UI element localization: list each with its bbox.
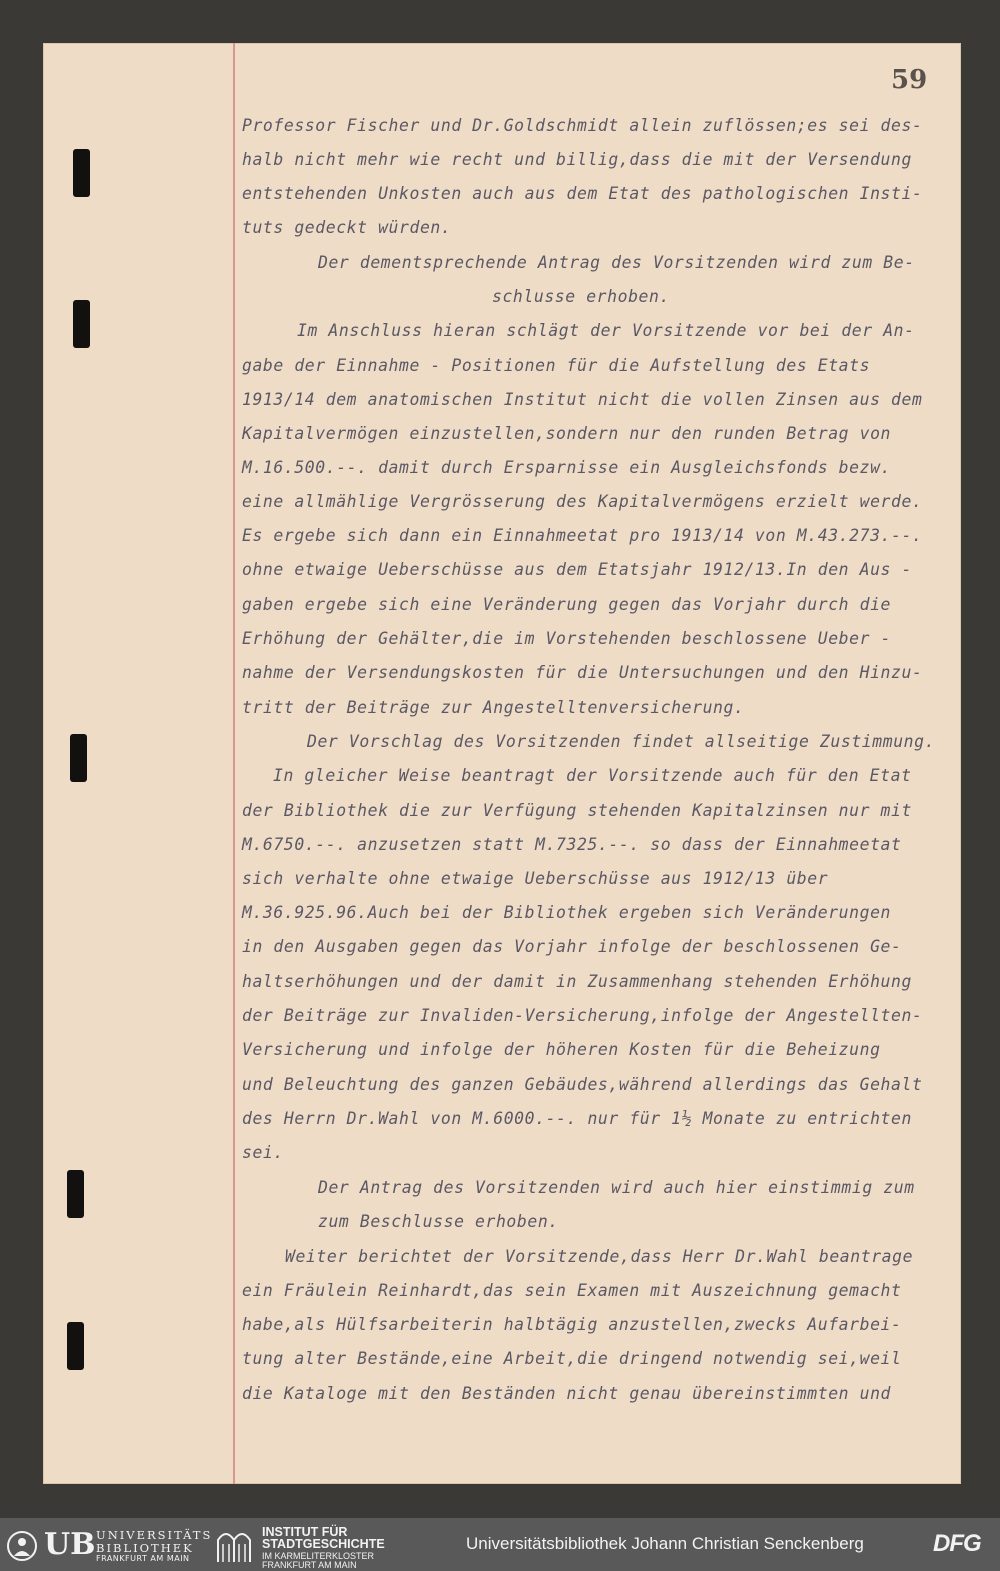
text-line: ein Fräulein Reinhardt,das sein Examen mit Auszeichnung gemacht [242,1281,902,1300]
text-line: Erhöhung der Gehälter,die im Vorstehenden beschlossene Ueber - [242,629,892,648]
isg-arches-icon [214,1526,254,1564]
text-line: Versicherung und infolge der höheren Kosten für die Beheizung [242,1040,881,1059]
isg-line-4: FRANKFURT AM MAIN [262,1560,357,1570]
text-line: Im Anschluss hieran schlägt der Vorsitzende vor bei der An- [297,321,915,340]
text-line: 1913/14 dem anatomischen Institut nicht die vollen Zinsen aus dem [242,390,923,409]
isg-line-1: INSTITUT FÜR [262,1525,348,1539]
punch-hole [67,1170,84,1218]
text-line: tung alter Bestände,eine Arbeit,die dringend notwendig sei,weil [242,1349,902,1368]
text-line: M.6750.--. anzusetzen statt M.7325.--. so dass der Einnahmeetat [242,835,902,854]
text-line: Kapitalvermögen einzustellen,sondern nur den runden Betrag von [242,424,892,443]
isg-line-2: STADTGESCHICHTE [262,1537,385,1551]
footer-title[interactable]: Universitätsbibliothek Johann Christian Senckenberg [466,1534,864,1553]
margin-line [233,43,235,1484]
text-line: M.36.925.96.Auch bei der Bibliothek ergeben sich Veränderungen [242,903,892,922]
text-line: habe,als Hülfsarbeiterin halbtägig anzustellen,zwecks Aufarbei- [242,1315,902,1334]
text-line: Professor Fischer und Dr.Goldschmidt allein zuflössen;es sei des- [242,116,923,135]
text-line: Es ergebe sich dann ein Einnahmeetat pro 1913/14 von M.43.273.--. [242,526,923,545]
punch-hole [70,734,87,782]
text-line: haltserhöhungen und der damit in Zusammenhang stehenden Erhöhung [242,972,912,991]
text-line: tritt der Beiträge zur Angestelltenversicherung. [242,698,745,717]
dfg-logo[interactable]: DFG [933,1530,981,1557]
text-line: gaben ergebe sich eine Veränderung gegen das Vorjahr durch die [242,595,892,614]
page-number: 59 [891,65,928,95]
text-line: Weiter berichtet der Vorsitzende,dass Herr Dr.Wahl beantrage [285,1247,914,1266]
text-line: M.16.500.--. damit durch Ersparnisse ein Ausgleichsfonds bezw. [242,458,892,477]
ub-logo[interactable] [6,1527,213,1563]
text-line: und Beleuchtung des ganzen Gebäudes,während allerdings das Gehalt [242,1075,923,1094]
text-line: Der Vorschlag des Vorsitzenden findet allseitige Zustimmung. [307,732,936,751]
text-line: ohne etwaige Ueberschüsse aus dem Etatsjahr 1912/13.In den Aus - [242,560,912,579]
text-line: schlusse erhoben. [492,287,670,306]
text-line: eine allmählige Vergrösserung des Kapitalvermögens erzielt werde. [242,492,923,511]
text-line: sei. [242,1143,284,1162]
text-line: Der Antrag des Vorsitzenden wird auch hier einstimmig zum [318,1178,915,1197]
text-line: der Bibliothek die zur Verfügung stehenden Kapitalzinsen nur mit [242,801,912,820]
footer-bar [0,1518,1000,1571]
ub-line-2: BIBLIOTHEK [96,1541,194,1555]
punch-hole [67,1322,84,1370]
text-line: nahme der Versendungskosten für die Untersuchungen und den Hinzu- [242,663,923,682]
punch-hole [73,300,90,348]
text-line: zum Beschlusse erhoben. [318,1212,559,1231]
ub-line-1: UNIVERSITÄTS [96,1528,213,1542]
text-line: Der dementsprechende Antrag des Vorsitzenden wird zum Be- [318,253,915,272]
text-line: tuts gedeckt würden. [242,218,452,237]
ub-mark: UB [44,1527,96,1562]
document-page [43,43,961,1484]
text-line: in den Ausgaben gegen das Vorjahr infolge der beschlossenen Ge- [242,937,902,956]
isg-line-3: IM KARMELITERKLOSTER [262,1551,375,1561]
text-line: die Kataloge mit den Beständen nicht genau übereinstimmten und [242,1384,892,1403]
punch-hole [73,149,90,197]
ub-seal-icon [6,1530,42,1562]
text-line: halb nicht mehr wie recht und billig,dass die mit der Versendung [242,150,912,169]
ub-line-3: FRANKFURT AM MAIN [96,1554,190,1563]
text-line: entstehenden Unkosten auch aus dem Etat des pathologischen Insti- [242,184,923,203]
text-line: sich verhalte ohne etwaige Ueberschüsse aus 1912/13 über [242,869,829,888]
text-line: der Beiträge zur Invaliden-Versicherung,infolge der Angestellten- [242,1006,923,1025]
text-line: In gleicher Weise beantragt der Vorsitzende auch für den Etat [273,766,912,785]
text-line: des Herrn Dr.Wahl von M.6000.--. nur für 1½ Monate zu entrichten [242,1109,912,1128]
text-line: gabe der Einnahme - Positionen für die Aufstellung des Etats [242,356,871,375]
